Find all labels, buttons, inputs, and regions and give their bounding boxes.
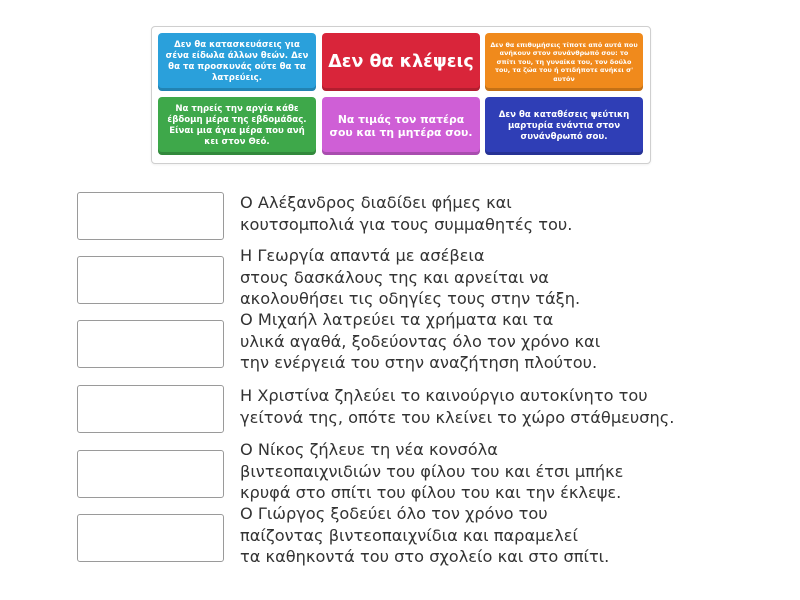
statement-text: Η Χριστίνα ζηλεύει το καινούργιο αυτοκίνητο του γείτονά της, οπότε του κλείνει το χώρο στάθμευσης. — [240, 386, 675, 427]
drop-slot[interactable] — [77, 514, 224, 562]
answer-card-honor-parents[interactable]: Να τιμάς τον πατέρα σου και τη μητέρα σου. — [322, 97, 480, 155]
answer-bank — [151, 26, 651, 164]
statement-text: Η Γεωργία απαντά με ασέβεια στους δασκάλους της και αρνείται να ακολουθήσει τις οδηγίες τους στην τάξη. — [240, 246, 581, 308]
drop-slot[interactable] — [77, 320, 224, 368]
statement-text: Ο Αλέξανδρος διαδίδει φήμες και κουτσομπολιά για τους συμμαθητές του. — [240, 193, 573, 234]
answer-card-steal[interactable]: Δεν θα κλέψεις — [322, 33, 480, 91]
answer-card-covet[interactable]: Δεν θα επιθυμήσεις τίποτε από αυτά που ανήκουν στον συνάνθρωπό σου: το σπίτι του, τη γυναίκα του, τον δούλο του, τα ζώα του ή οτιδήποτε ανήκει σ' αυτόν — [485, 33, 643, 91]
match-row — [77, 310, 777, 372]
drop-slot[interactable] — [77, 450, 224, 498]
statement-text: Ο Νίκος ζήλευε τη νέα κονσόλα βιντεοπαιχνιδιών του φίλου του και έτσι μπήκε κρυφά στο σπίτι του φίλου του και την έκλεψε. — [240, 440, 624, 502]
statement-text: Ο Μιχαήλ λατρεύει τα χρήματα και τα υλικά αγαθά, ξοδεύοντας όλο τον χρόνο και την ενέργειά του στην αναζήτηση πλούτου. — [240, 310, 601, 372]
answer-card-idols[interactable]: Δεν θα κατασκευάσεις για σένα είδωλα άλλων θεών. Δεν θα τα προσκυνάς ούτε θα τα λατρεύεις. — [158, 33, 316, 91]
drop-slot[interactable] — [77, 256, 224, 304]
answer-card-sabbath[interactable]: Να τηρείς την αργία κάθε έβδομη μέρα της εβδομάδας. Είναι μια άγια μέρα που ανή κει στον Θεό. — [158, 97, 316, 155]
drop-slot[interactable] — [77, 385, 224, 433]
statement-text: Ο Γιώργος ξοδεύει όλο τον χρόνο του παίζοντας βιντεοπαιχνίδια και παραμελεί τα καθηκοντά του στο σχολείο και στο σπίτι. — [240, 504, 610, 566]
answer-card-false-witness[interactable]: Δεν θα καταθέσεις ψεύτικη μαρτυρία ενάντια στον συνάνθρωπό σου. — [485, 97, 643, 155]
match-row — [77, 504, 777, 566]
match-row — [77, 385, 777, 435]
match-row — [77, 440, 777, 502]
match-row — [77, 192, 777, 242]
drop-slot[interactable] — [77, 192, 224, 240]
match-row — [77, 246, 777, 308]
